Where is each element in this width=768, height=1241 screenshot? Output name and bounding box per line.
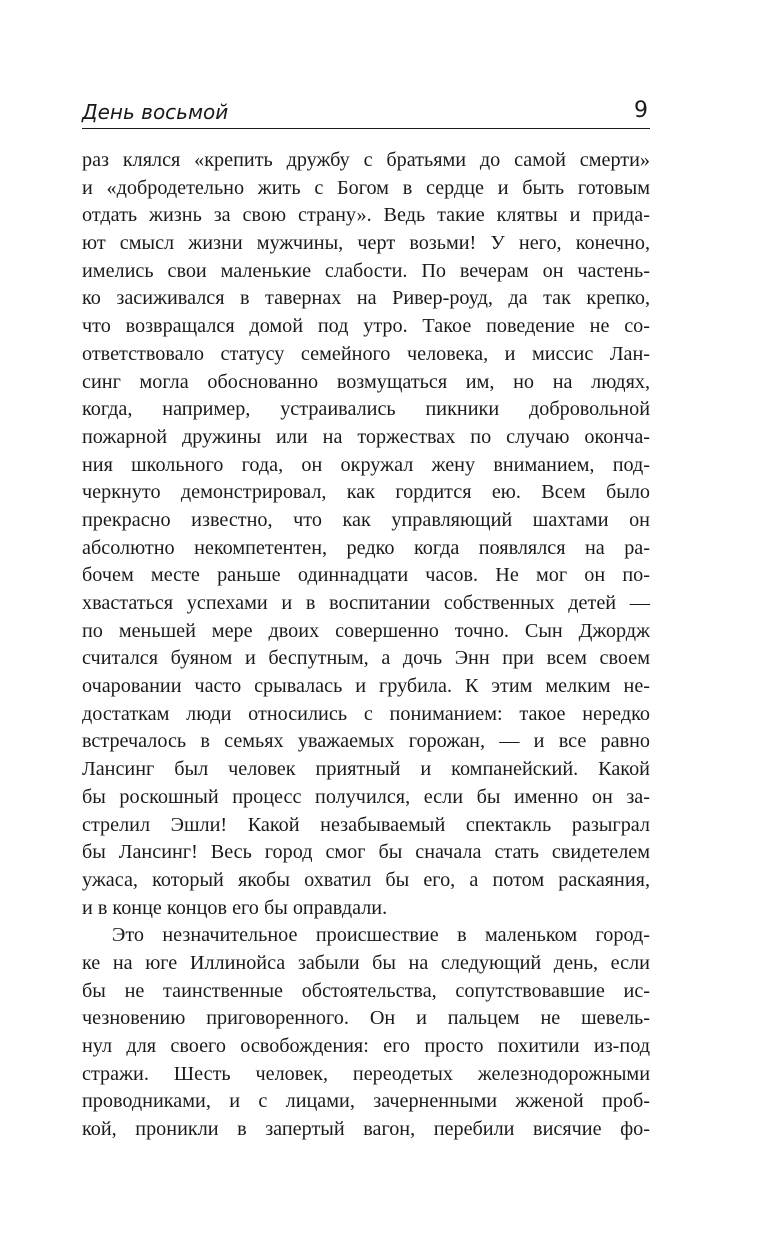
text-line: пожарной дружины или на торжествах по случаю оконча- xyxy=(82,425,650,448)
text-line: хвастаться успехами и в воспитании собственных детей — xyxy=(82,592,650,614)
running-title: День восьмой xyxy=(82,100,229,124)
text-line: черкнуто демонстрировал, как гордится ею. Всем было xyxy=(82,481,650,504)
text-line: считался буяном и беспутным, а дочь Энн при всем своем xyxy=(82,647,650,670)
text-line: по меньшей мере двоих совершенно точно. Сын Джордж xyxy=(82,619,650,642)
text-line: ужаса, который якобы охватил бы его, а потом раскаяния, xyxy=(82,868,650,891)
text-line: ко засиживался в тавернах на Ривер-роуд, да так крепко, xyxy=(82,287,650,310)
text-line: кой, проникли в запертый вагон, перебили висячие фо- xyxy=(82,1118,650,1141)
text-line: имелись свои маленькие слабости. По вечерам он частень- xyxy=(82,259,650,282)
text-line: когда, например, устраивались пикники добровольной xyxy=(82,398,650,421)
text-line: ния школьного года, он окружал жену вниманием, под- xyxy=(82,453,650,476)
text-line: и «добродетельно жить с Богом в сердце и быть готовым xyxy=(82,176,650,199)
text-line: отдать жизнь за свою страну». Ведь такие клятвы и прида- xyxy=(82,204,650,227)
text-line: синг могла обоснованно возмущаться им, но на людях, xyxy=(82,370,650,393)
text-line: абсолютно некомпетентен, редко когда появлялся на ра- xyxy=(82,536,650,559)
text-line: чезновению приговоренного. Он и пальцем не шевель- xyxy=(82,1007,650,1030)
text-line: встречалось в семьях уважаемых горожан, — и все равно xyxy=(82,730,650,753)
text-line: раз клялся «крепить дружбу с братьями до самой смерти» xyxy=(82,149,650,171)
paragraph-2 xyxy=(82,922,650,1144)
text-line: Лансинг был человек приятный и компанейский. Какой xyxy=(82,758,650,781)
paragraph-1 xyxy=(82,147,650,922)
text-line: очаровании часто срывалась и грубила. К этим мелким не- xyxy=(82,675,650,698)
text-line: бы роскошный процесс получился, если бы именно он за- xyxy=(82,785,650,808)
text-line: стрелил Эшли! Какой незабываемый спектакль разыграл xyxy=(82,813,650,836)
text-line: что возвращался домой под утро. Такое поведение не со- xyxy=(82,315,650,338)
page-number: 9 xyxy=(634,98,648,123)
text-line: прекрасно известно, что как управляющий шахтами он xyxy=(82,508,650,531)
text-line: Это незначительное происшествие в маленьком город- xyxy=(112,924,650,947)
text-line: бочем месте раньше одиннадцати часов. Не мог он по- xyxy=(82,564,650,587)
text-line: проводниками, и с лицами, зачерненными жженой проб- xyxy=(82,1090,650,1113)
running-header xyxy=(82,92,650,129)
text-line: нул для своего освобождения: его просто похитили из-под xyxy=(82,1035,650,1057)
text-line: стражи. Шесть человек, переодетых железнодорожными xyxy=(82,1062,650,1085)
text-line: бы Лансинг! Весь город смог бы сначала стать свидетелем xyxy=(82,841,650,864)
text-line: бы не таинственные обстоятельства, сопутствовавшие ис- xyxy=(82,979,650,1002)
text-line: ют смысл жизни мужчины, черт возьми! У него, конечно, xyxy=(82,232,650,255)
text-line: ке на юге Иллинойса забыли бы на следующий день, если xyxy=(82,951,650,974)
body-text xyxy=(82,147,650,1144)
text-line: и в конце концов его бы оправдали. xyxy=(82,896,388,919)
text-line: ответствовало статусу семейного человека, и миссис Лан- xyxy=(82,342,650,365)
text-line: достаткам люди относились с пониманием: такое нередко xyxy=(82,702,650,725)
